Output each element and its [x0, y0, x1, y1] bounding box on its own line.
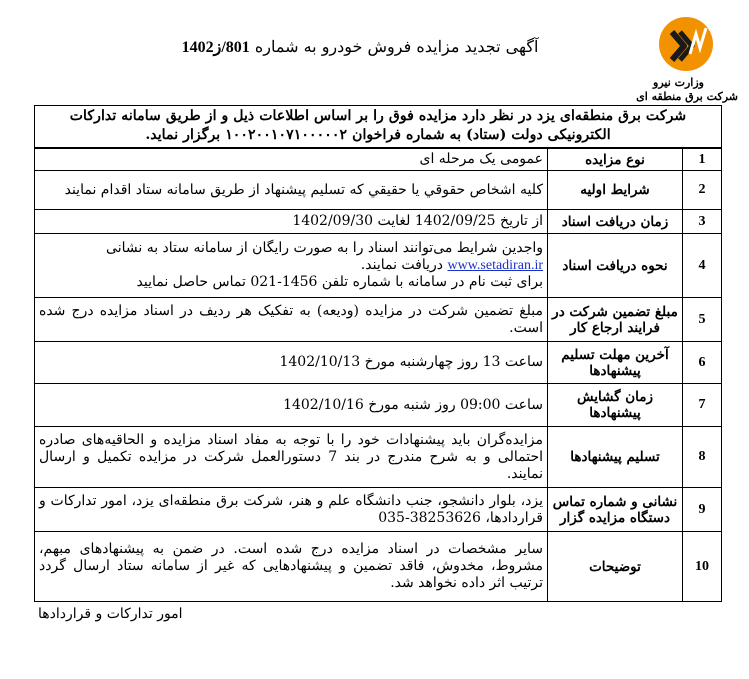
row-number: 1 — [683, 149, 722, 171]
table-row — [35, 384, 721, 427]
company-logo — [628, 12, 740, 104]
row-value: ساعت 09:00 روز شنبه مورخ 1402/10/16 — [35, 384, 548, 427]
logo-ministry-text: وزارت نیرو — [653, 76, 704, 89]
logo-company-text: شرکت برق منطقه ای — [636, 90, 738, 103]
notice-frame — [34, 105, 722, 602]
row-number: 2 — [683, 171, 722, 210]
row-value: ساعت 13 روز چهارشنبه مورخ 1402/10/13 — [35, 342, 548, 384]
row-label: مبلغ تضمین شرکت در فرایند ارجاع کار — [548, 298, 683, 342]
table-row — [35, 171, 721, 210]
row-value: کلیه اشخاص حقوقي يا حقيقي كه تسليم پيشنهاد از طريق سامانه ستاد اقدام نمايند — [35, 171, 548, 210]
row-value: یزد، بلوار دانشجو، جنب دانشگاه علم و هنر، شرکت برق منطقه‌ای یزد، امور تدارکات و قراردادها، 38253626-035 — [35, 488, 548, 532]
row-value-text: واجدین شرایط می‌توانند اسناد را به صورت رایگان از سامانه ستاد به نشانی — [106, 240, 543, 256]
table-row — [35, 488, 721, 532]
intro-paragraph — [35, 106, 721, 148]
row-label: نوع مزایده — [548, 149, 683, 171]
table-row — [35, 149, 721, 171]
table-row — [35, 210, 721, 234]
row-number: 10 — [683, 532, 722, 602]
row-value-after-link: دریافت نمایند. — [360, 257, 448, 273]
row-number: 5 — [683, 298, 722, 342]
row-number: 3 — [683, 210, 722, 234]
table-row — [35, 427, 721, 488]
details-table — [35, 148, 721, 602]
row-value: مزایده‌گران باید پیشنهادات خود را با توجه به مفاد اسناد مزایده و الحاقیه‌های صادره احتمالی و به شرح مندرج در بند 7 دستورالعمل شرکت در مزایده تکمیل و ارسال نمایند. — [35, 427, 548, 488]
table-row — [35, 298, 721, 342]
row-label: زمان دریافت اسناد — [548, 210, 683, 234]
row-number: 7 — [683, 384, 722, 427]
row-number: 9 — [683, 488, 722, 532]
row-value-phone-line: برای ثبت نام در سامانه با شماره تلفن 1456-021 تماس حاصل نمایید — [136, 274, 543, 290]
notice-title-prefix: آگهی تجدید مزایده فروش خودرو به شماره — [249, 37, 539, 56]
table-row — [35, 234, 721, 298]
row-label: نشانی و شماره تماس دستگاه مزایده گزار — [548, 488, 683, 532]
row-value: عمومی یک مرحله ای — [35, 149, 548, 171]
row-label: توضیحات — [548, 532, 683, 602]
table-row — [35, 342, 721, 384]
table-row — [35, 532, 721, 602]
row-label: تسلیم پیشنهادها — [548, 427, 683, 488]
row-number: 8 — [683, 427, 722, 488]
footer-department: امور تدارکات و قراردادها — [38, 606, 183, 622]
row-label: زمان گشایش پیشنهادها — [548, 384, 683, 427]
power-company-logo-icon — [654, 12, 718, 76]
row-value: سایر مشخصات در اسناد مزایده درج شده است. در ضمن به پیشنهادهای مبهم، مشروط، مخدوش، فاقد تضمین و پیشنهادهایی که غیر از سامانه ستاد ارسال گردد ترتیب اثر داده نخواهد شد. — [35, 532, 548, 602]
notice-title — [150, 37, 570, 57]
row-label: آخرین مهلت تسلیم پیشنهادها — [548, 342, 683, 384]
notice-number: 801/ز1402 — [181, 39, 250, 56]
row-value: از تاريخ 1402/09/25 لغايت 1402/09/30 — [35, 210, 548, 234]
setadiran-link[interactable]: www.setadiran.ir — [447, 258, 543, 273]
row-number: 6 — [683, 342, 722, 384]
row-number: 4 — [683, 234, 722, 298]
intro-line-2: الکترونیکی دولت (ستاد) به شماره فراخوان ۱۰۰۲۰۰۱۰۷۱۰۰۰۰۰۲ برگزار نماید. — [145, 127, 611, 143]
intro-line-1: شرکت برق منطقه‌ای یزد در نظر دارد مزایده فوق را بر اساس اطلاعات ذیل و از طریق سامانه تدارکات — [69, 108, 687, 124]
row-label: نحوه دریافت اسناد — [548, 234, 683, 298]
row-value: مبلغ تضمین شرکت در مزایده (ودیعه) به تفکیک هر ردیف در اسناد مزایده درج شده است. — [35, 298, 548, 342]
row-value — [35, 234, 548, 298]
row-label: شرایط اولیه — [548, 171, 683, 210]
